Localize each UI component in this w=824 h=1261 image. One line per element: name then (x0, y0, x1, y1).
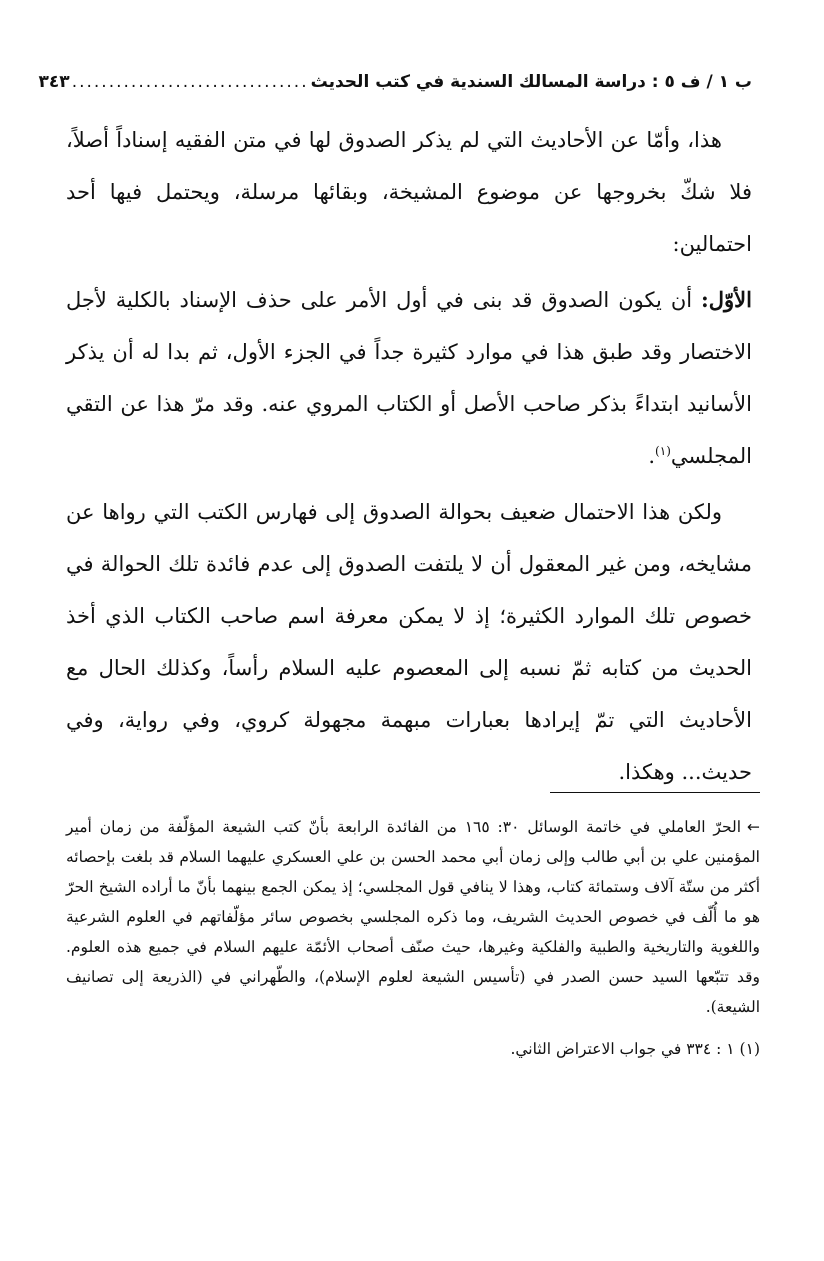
paragraph-3: ولكن هذا الاحتمال ضعيف بحوالة الصدوق إلى فهارس الكتب التي رواها عن مشايخه، ومن غير المعقول أن لا يلتفت الصدوق إلى عدم فائدة تلك الحوالة في خصوص تلك الموارد الكثيرة؛ إذ لا يمكن معرفة اسم صاحب الكتاب الذي أخذ الحديث من كتابه ثمّ نسبه إلى المعصوم عليه السلام رأساً، وكذلك الحال مع الأحاديث التي تمّ إيرادها بعبارات مبهمة مجهولة كروي، وفي رواية، وفي حديث... وهكذا. (66, 500, 752, 784)
footnote-separator (550, 792, 760, 793)
footnote-reference: (١) (655, 444, 671, 458)
paragraph-2 (66, 274, 752, 482)
footnote-continued (66, 812, 760, 1022)
paragraph-2-text: أن يكون الصدوق قد بنى في أول الأمر على حذف الإسناد بالكلية لأجل الاختصار وقد طبق هذا في موارد كثيرة جداً في الجزء الأول، ثم بدا له أن يذكر الأسانيد ابتداءً بذكر صاحب الأصل أو الكتاب المروي عنه. وقد مرّ هذا عن التقي المجلسي (66, 288, 752, 468)
page-number: ٣٤٣ (38, 72, 70, 92)
paragraph-1: هذا، وأمّا عن الأحاديث التي لم يذكر الصدوق لها في متن الفقيه إسناداً أصلاً، فلا شكّ بخروجها عن موضوع المشيخة، وبقائها مرسلة، ويحتمل فيها أحد احتمالين: (66, 128, 752, 256)
running-title: ب ١ / ف ٥ : دراسة المسالك السندية في كتب الحديث (310, 72, 752, 92)
continuation-arrow-icon: ← (747, 818, 761, 836)
leader-dots: ................................ (71, 72, 309, 92)
footnotes (66, 812, 760, 1064)
footnote-continued-text: الحرّ العاملي في خاتمة الوسائل ٣٠: ١٦٥ من الفائدة الرابعة بأنّ كتب الشيعة المؤلّفة من زمان أمير المؤمنين علي بن أبي طالب وإلى زمان أبي محمد الحسن بن علي العسكري عليهما السلام قد بلغت بإحصائه أكثر من ستّة آلاف وستمائة كتاب، وهذا لا ينافي قول المجلسي؛ إذ يمكن الجمع بينهما بأنّ ما أراده الشيخ الحرّ هو ما أُلّف في خصوص الحديث الشريف، وما ذكره المجلسي بخصوص سائر مؤلّفاتهم في العلوم الشرعية واللغوية والتاريخية والطبية والفلكية وغيرها، حيث صنّف أصحاب الأئمّة عليهم السلام في جميع هذه العلوم. وقد تتبّعها السيد حسن الصدر في (تأسيس الشيعة لعلوم الإسلام)، والطّهراني في (الذريعة إلى تصانيف الشيعة). (66, 818, 760, 1016)
running-header (38, 62, 752, 102)
main-text (66, 114, 752, 802)
footnote-1: (١) ١ : ٣٣٤ في جواب الاعتراض الثاني. (510, 1040, 760, 1058)
paragraph-2-end: . (648, 444, 656, 468)
paragraph-2-lead: الأوّل: (701, 287, 752, 312)
